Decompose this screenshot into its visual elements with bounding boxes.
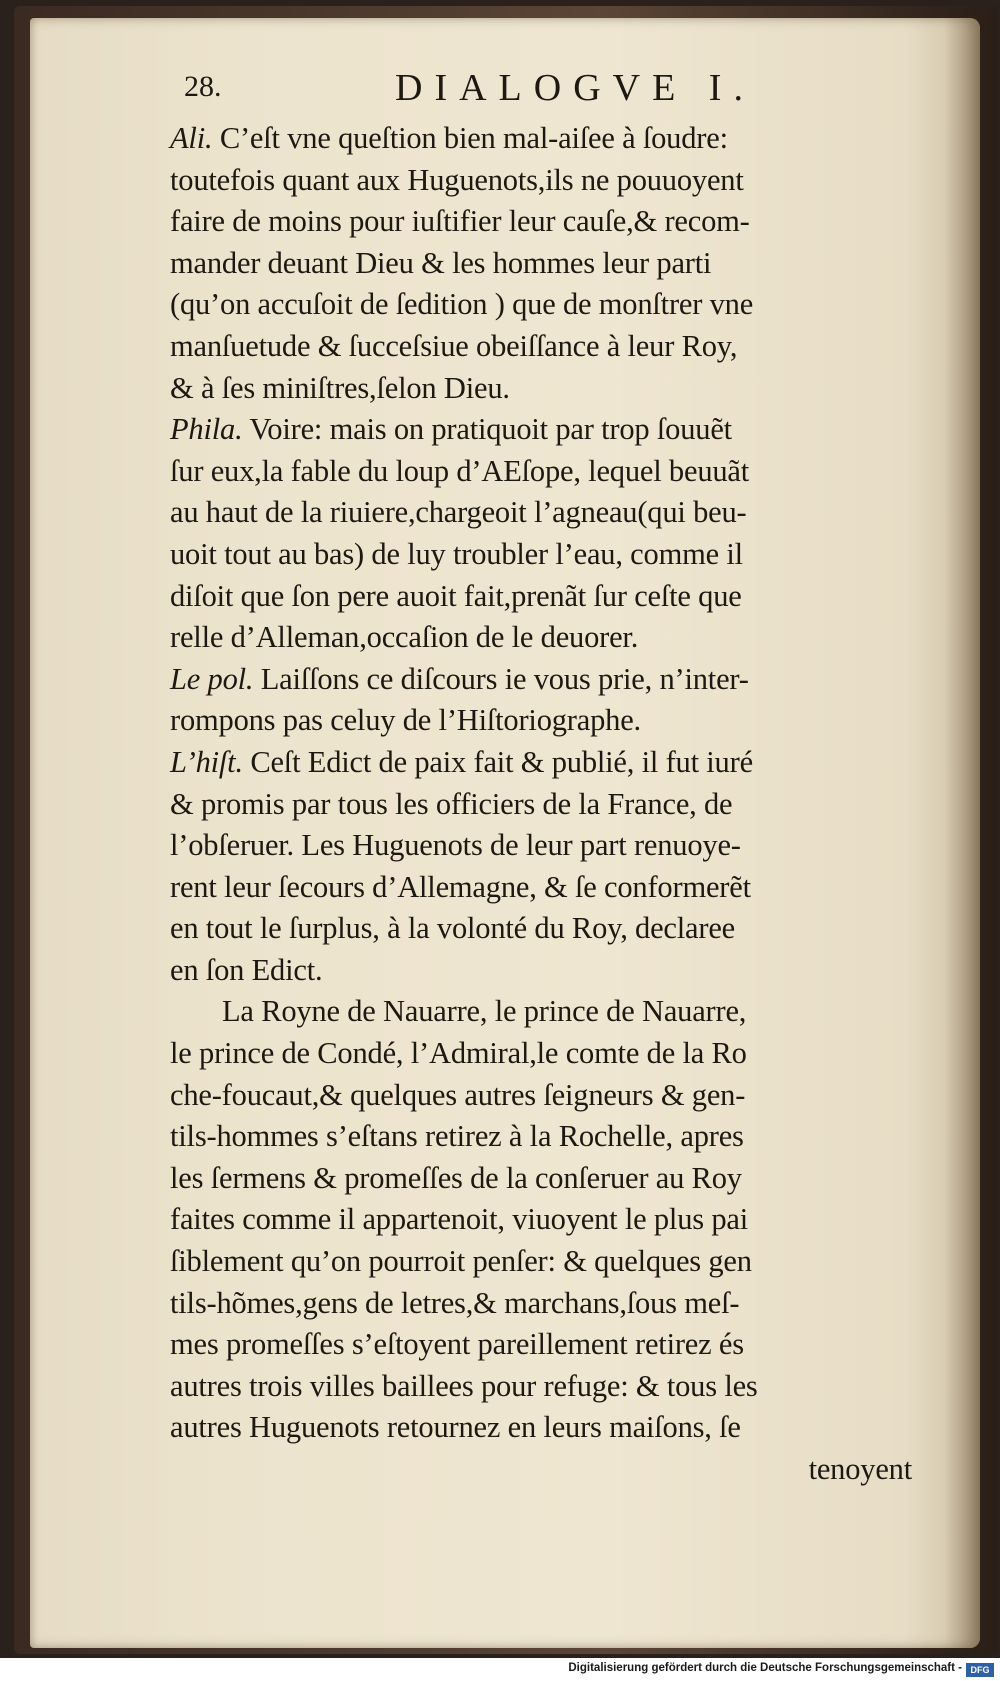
text-line <box>170 1407 922 1449</box>
line-text: faire de moins pour iuſtifier leur cauſe,& recom- <box>170 204 750 239</box>
text-block <box>170 62 922 1491</box>
text-line <box>170 1199 922 1241</box>
line-text: ſiblement qu’on pourroit penſer: & quelques gen <box>170 1244 752 1279</box>
line-text: manſuetude & ſucceſsiue obeiſſance à leur Roy, <box>170 328 738 363</box>
text-line <box>170 576 922 618</box>
line-text: Voire: mais on pratiquoit par trop ſouuẽt <box>242 412 732 447</box>
line-text: uoit tout au bas) de luy troubler l’eau, comme il <box>170 536 743 571</box>
text-line <box>170 908 922 950</box>
text-line <box>170 118 922 160</box>
text-line <box>170 1324 922 1366</box>
speaker-label: Ali. <box>170 121 213 155</box>
line-text: mes promeſſes s’eſtoyent pareillement retirez és <box>170 1327 744 1362</box>
line-text: ſur eux,la fable du loup d’AEſope, lequel beuuãt <box>170 453 750 488</box>
text-line <box>170 201 922 243</box>
text-line <box>170 784 922 826</box>
text-line <box>170 1033 922 1075</box>
text-line <box>170 700 922 742</box>
dfg-logo: DFG <box>966 1663 994 1677</box>
page-gutter-shadow <box>944 18 980 1648</box>
text-line <box>170 1366 922 1408</box>
text-line <box>170 950 922 992</box>
text-line <box>170 368 922 410</box>
text-line <box>170 451 922 493</box>
line-text: Laiſſons ce diſcours ie vous prie, n’inter- <box>253 661 749 696</box>
text-line <box>170 492 922 534</box>
line-text: Ceſt Edict de paix fait & publié, il fut iuré <box>242 744 753 779</box>
line-text: La Royne de Nauarre, le prince de Nauarre, <box>222 994 747 1029</box>
text-line <box>170 1075 922 1117</box>
line-text: au haut de la riuiere,chargeoit l’agneau(qui beu- <box>170 495 747 530</box>
digitization-footer <box>0 1660 1000 1681</box>
text-line <box>170 243 922 285</box>
speaker-label: Le pol. <box>170 661 254 696</box>
running-head: DIALOGVE I. <box>395 67 755 109</box>
line-text: en tout le ſurplus, à la volonté du Roy, declaree <box>170 911 736 946</box>
text-line <box>170 1116 922 1158</box>
line-text: le prince de Condé, l’Admiral,le comte de la Ro <box>170 1036 747 1071</box>
line-text: C’eſt vne queſtion bien mal-aiſee à ſoudre: <box>212 121 728 155</box>
text-line <box>170 867 922 909</box>
line-text: tils-hommes s’eſtans retirez à la Rochelle, apres <box>170 1119 744 1154</box>
line-text: rompons pas celuy de l’Hiſtoriographe. <box>170 703 641 738</box>
line-text: l’obſeruer. Les Huguenots de leur part renuoye- <box>170 828 741 863</box>
text-line <box>170 617 922 659</box>
body-text <box>170 118 922 1449</box>
text-line <box>170 1241 922 1283</box>
text-line <box>170 991 922 1033</box>
line-text: autres trois villes baillees pour refuge: & tous les <box>170 1368 758 1403</box>
text-line <box>170 326 922 368</box>
line-text: les ſermens & promeſſes de la conſeruer au Roy <box>170 1160 742 1195</box>
page-header <box>170 62 922 118</box>
line-text: toutefois quant aux Huguenots,ils ne pouuoyent <box>170 162 744 197</box>
text-line <box>170 742 922 784</box>
text-line <box>170 659 922 701</box>
line-text: mander deuant Dieu & les hommes leur parti <box>170 245 712 280</box>
catchword: tenoyent <box>808 1452 912 1486</box>
line-text: (qu’on accuſoit de ſedition ) que de monſtrer vne <box>170 287 754 322</box>
text-line <box>170 160 922 202</box>
line-text: & promis par tous les officiers de la France, de <box>170 786 733 821</box>
text-line <box>170 825 922 867</box>
speaker-label: L’hiſt. <box>170 744 243 779</box>
text-line <box>170 1158 922 1200</box>
line-text: tils-hõmes,gens de letres,& marchans,ſous meſ- <box>170 1285 740 1320</box>
text-line <box>170 409 922 451</box>
page-number: 28. <box>184 70 222 103</box>
line-text: faites comme il appartenoit, viuoyent le plus pai <box>170 1202 749 1237</box>
speaker-label: Phila. <box>170 412 243 447</box>
text-line <box>170 284 922 326</box>
line-text: che-foucaut,& quelques autres ſeigneurs & gen- <box>170 1077 746 1112</box>
line-text: diſoit que ſon pere auoit fait,prenãt ſur ceſte que <box>170 578 742 613</box>
text-line <box>170 1283 922 1325</box>
line-text: relle d’Alleman,occaſion de le deuorer. <box>170 620 639 655</box>
line-text: rent leur ſecours d’Allemagne, & ſe conformerẽt <box>170 869 751 904</box>
line-text: en ſon Edict. <box>170 952 323 987</box>
line-text: & à ſes miniſtres,ſelon Dieu. <box>170 370 510 405</box>
text-line <box>170 534 922 576</box>
funding-credit: Digitalisierung gefördert durch die Deutsche Forschungsgemeinschaft - <box>568 1662 962 1674</box>
line-text: autres Huguenots retournez en leurs maiſons, ſe <box>170 1410 741 1445</box>
